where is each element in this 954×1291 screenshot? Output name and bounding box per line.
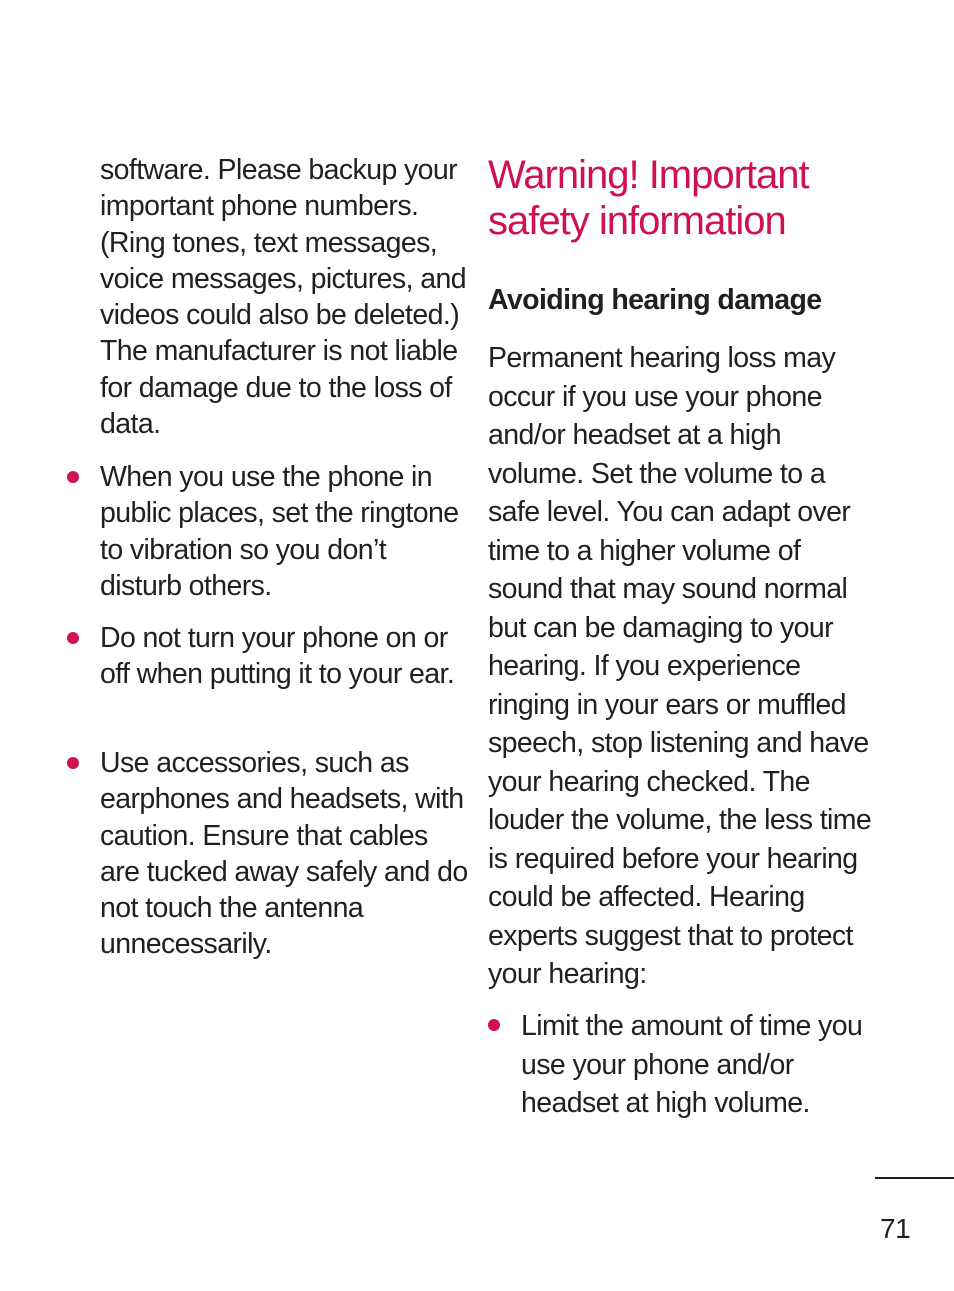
list-item [100, 620, 470, 693]
list-item-text: Use accessories, such as earphones and headsets, with caution. Ensure that cables are tucked away safely and do not touch the antenna unnecessarily. [100, 747, 468, 961]
bullet-icon [67, 757, 79, 769]
page-number: 71 [880, 1213, 911, 1244]
bullet-icon [67, 471, 79, 483]
subheading: Avoiding hearing damage [488, 284, 822, 316]
list-item [100, 745, 470, 963]
bullet-icon [67, 632, 79, 644]
list-item [521, 1007, 866, 1123]
body-paragraph: Permanent hearing loss may occur if you use your phone and/or headset at a high volume. Set the volume to a safe level. You can adapt over time to a higher volume of sound that may sound normal but can be damaging to your hearing. If you experience ringing in your ears or muffled speech, stop listening and have your hearing checked. The louder the volume, the less time is required before your hearing could be affected. Hearing experts suggest that to protect your hearing: [488, 342, 872, 990]
section-title: Warning! Important safety information [488, 153, 809, 243]
footer-rule [875, 1177, 954, 1179]
list-item-text: Do not turn your phone on or off when putting it to your ear. [100, 622, 455, 691]
list-item-text: Limit the amount of time you use your phone and/or headset at high volume. [521, 1010, 863, 1119]
continued-paragraph: software. Please backup your important phone numbers. (Ring tones, text messages, voice messages, pictures, and videos could also be deleted.) The manufacturer is not liable for damage due to the loss of data. [100, 154, 466, 441]
bullet-icon [488, 1019, 500, 1031]
list-item [100, 459, 470, 604]
list-item-text: When you use the phone in public places, set the ringtone to vibration so you don’t disturb others. [100, 461, 459, 602]
